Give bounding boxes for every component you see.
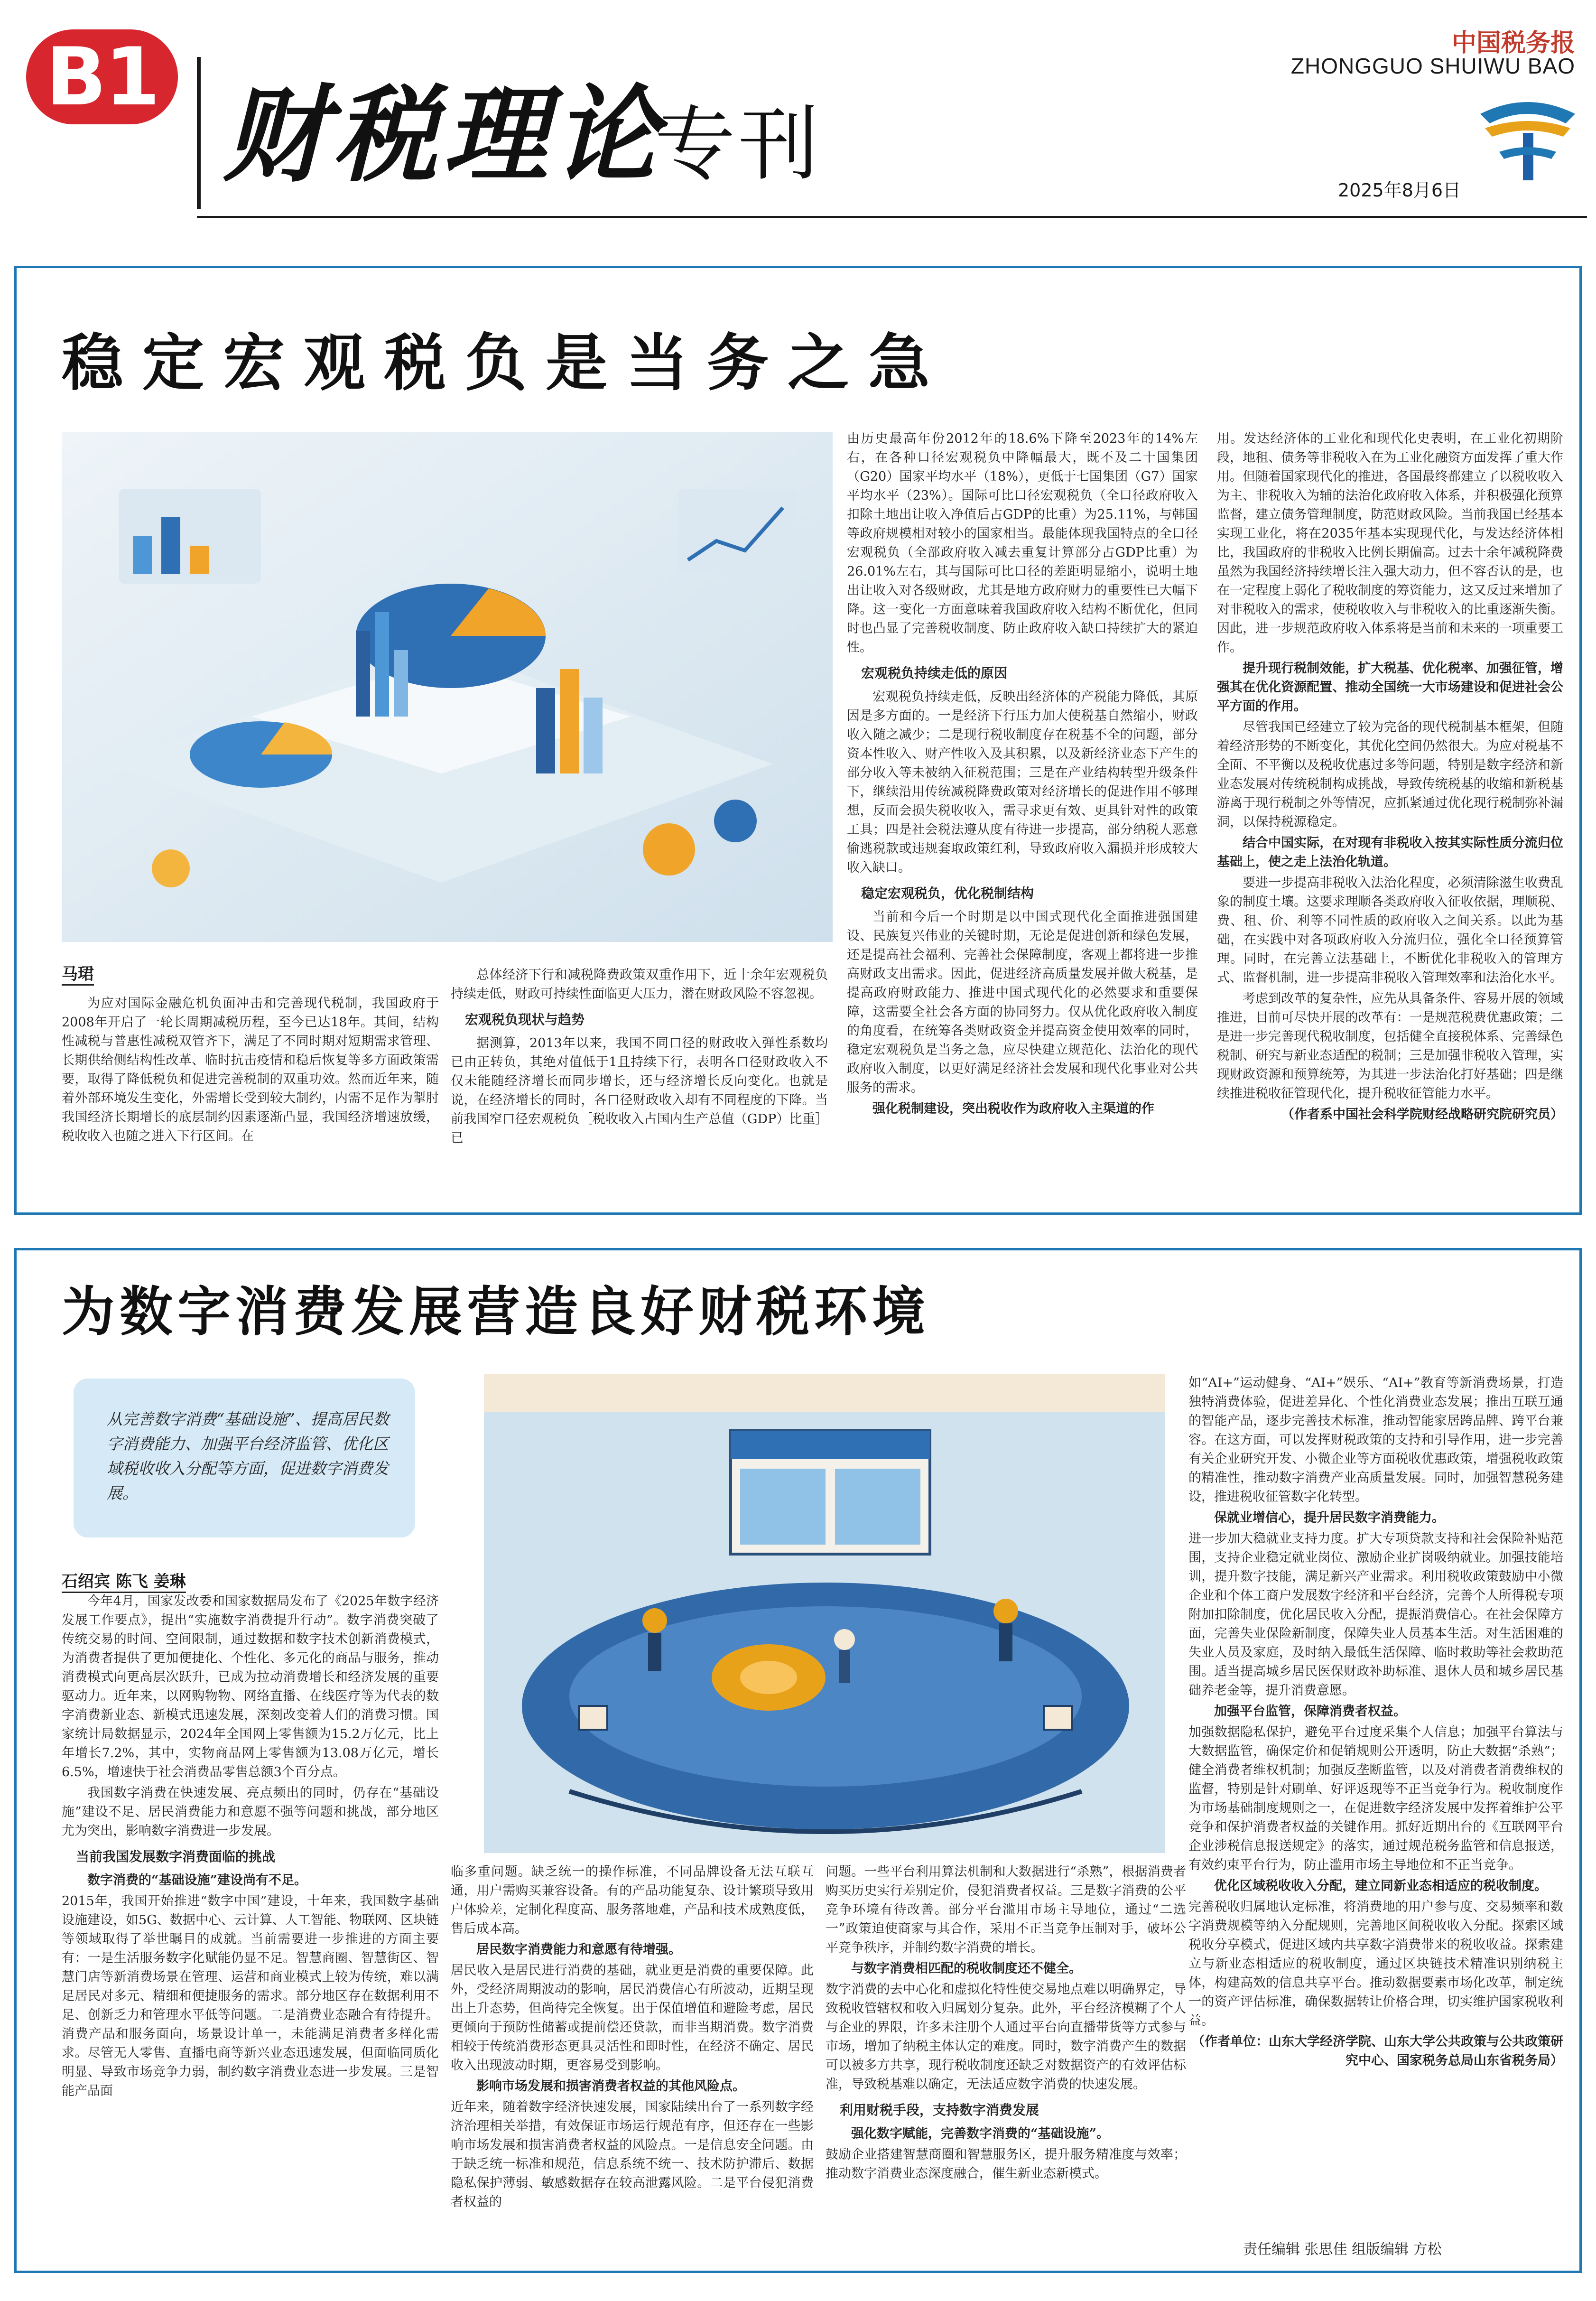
article1-title: 稳定宏观税负是当务之急 bbox=[62, 327, 949, 399]
section-subtitle: 专刊 bbox=[655, 98, 822, 192]
article2-paragraph: 今年4月，国家发改委和国家数据局发布了《2025年数字经济发展工作要点》，提出“实施数字消费提升行动”。数字消费突破了传统交易的时间、空间限制，通过数据和数字技术创新消费模式，为消费者提供了更加便捷化、个性化、多元化的商品与服务，推动消费模式向更高层次跃升，已成为拉动消费增长和经济发展的重要驱动力。近年来，以网购物物、网络直播、在线医疗等为代表的数字消费新业态、新模式迅速发展，深刻改变着人们的消费习惯。国家统计局数据显示，2024年全国网上零售额为15.2万亿元，比上年增长7.2%，其中，实物商品网上零售额为13.08万亿元，增长6.5%，增速快于社会消费品零售总额3个百分点。 bbox=[62, 1594, 439, 1779]
article1-paragraph: 宏观税负持续走低，反映出经济体的产税能力降低，其原因是多方面的。一是经济下行压力加大使税基自然缩小，财政收入随之减少；二是现行税收制度存在税基不全的问题，部分资本性收入、财产性收入及其积累，以及新经济业态下产生的部分收入等未被纳入征税范围；三是在产业结构转型升级条件下，继续沿用传统减税降费政策对经济增长的促进作用不够理想，反而会损失税收收入，需寻求更有效、更具针对性的政策工具；四是社会税法遵从度有待进一步提高，部分纳税人恶意偷逃税款或违规套取政策红利，导致政府收入漏损并形成较大收入缺口。 bbox=[847, 689, 1198, 875]
article2-column-4 bbox=[1188, 1374, 1563, 2228]
page-badge: B1 bbox=[26, 29, 178, 124]
article2-paragraph: 加强数据隐私保护，避免平台过度采集个人信息；加强平台算法与大数据监管，确保定价和促销规则公开透明，防止大数据“杀熟”；健全消费者维权机制；加强反垄断监管，以及对消费者消费维权的监督，特别是针对刷单、好评返现等不正当竞争行为。税收制度作为市场基础制度规则之一，在促进数字经济发展中发挥着维护公平竞争和保护消费者权益的关键作用。抓好近期出台的《互联网平台企业涉税信息报送规定》的落实，通过规范税务监管和信息报送，有效约束平台行为，防止滥用市场主导地位和不正当竞争。 bbox=[1188, 1725, 1563, 1872]
article1-paragraph: 当前和今后一个时期是以中国式现代化全面推进强国建设、民族复兴伟业的关键时期，无论是促进创新和绿色发展，还是提高社会福利、完善社会保障制度，客观上都将进一步推高财政支出需求。因此，促进经济高质量发展并做大税基，是提高政府财政能力、推进中国式现代化的必然要求和重要保障，这需要全社会各方面的协同努力。仅从优化政府收入制度的角度看，在统筹各类财政资金并提高资金使用效率的同时，稳定宏观税负是当务之急，应尽快建立规范化、法治化的现代政府收入制度，以更好满足经济社会发展和现代化事业对公共服务的需求。 bbox=[847, 910, 1198, 1095]
article2-column-2 bbox=[451, 1863, 814, 2256]
article1-column-2 bbox=[451, 966, 828, 1203]
article1-lead-sentence: 强化税制建设，突出税收作为政府收入主渠道的作 bbox=[872, 1101, 1154, 1116]
article2-lead-sentence: 保就业增信心，提升居民数字消费能力。 bbox=[1214, 1510, 1445, 1525]
article2-subheading: 利用财税手段，支持数字消费发展 bbox=[840, 2102, 1039, 2118]
article2-paragraph: 如“AI+”运动健身、“AI+”娱乐、“AI+”教育等新消费场景，打造独特消费体验，促进差异化、个性化消费业态发展；推出互联互通的智能产品，逐步完善技术标准，推动智能家居跨品牌、跨平台兼容。在这方面，可以发挥财税政策的支持和引导作用，进一步完善有关企业研究开发、小微企业等方面税收优惠政策，增强税收政策的精准性，推动数字消费产业高质量发展。同时，加强智慧税务建设，推进税收征管数字化转型。 bbox=[1188, 1376, 1563, 1504]
article2-lead-sentence: 居民数字消费能力和意愿有待增强。 bbox=[476, 1942, 681, 1957]
article1-subheading: 宏观税负现状与趋势 bbox=[465, 1012, 585, 1027]
article2-paragraph: 居民收入是居民进行消费的基础，就业更是消费的重要保障。此外，受经济周期波动的影响，居民消费信心有所波动，近期呈现出上升态势，但尚待完全恢复。出于保值增值和避险考虑，居民更倾向于预防性储蓄或提前偿还贷款，而非当期消费。数字消费相较于传统消费形态更具灵活性和即时性，在经济不确定、居民收入出现波动时期，更容易受到影响。 bbox=[451, 1963, 814, 2073]
article2-author-note: （作者单位：山东大学经济学院、山东大学公共政策与公共政策研究中心、国家税务总局山东省税务局） bbox=[1192, 2034, 1563, 2068]
article2-lead-sentence: 影响市场发展和损害消费者权益的其他风险点。 bbox=[476, 2079, 745, 2094]
masthead-divider bbox=[197, 57, 201, 209]
article2-paragraph: 近年来，随着数字经济快速发展，国家陆续出台了一系列数字经济治理相关举措，有效保证市场运行规范有序，但还存在一些影响市场发展和损害消费者权益的风险点。一是信息安全问题。由于缺乏统一标准和规范，信息系统不统一、技术防护滞后、数据隐私保护薄弱、敏感数据存在较高泄露风险。二是平台侵犯消费者权益的 bbox=[451, 2100, 814, 2209]
article1-column-1 bbox=[62, 994, 439, 1203]
article2-summary: 从完善数字消费“基础设施”、提高居民数字消费能力、加强平台经济监管、优化区域税收收入分配等方面，促进数字消费发展。 bbox=[74, 1379, 415, 1537]
article2-title: 为数字消费发展营造良好财税环境 bbox=[62, 1281, 930, 1343]
article1-column-3 bbox=[847, 429, 1198, 1203]
article-digital-consumption bbox=[14, 1248, 1582, 2273]
article2-paragraph: 数字消费的去中心化和虚拟化特性使交易地点难以明确界定，导致税收管辖权和收入归属划分复杂。此外，平台经济模糊了个人与企业的界限，许多未注册个人通过平台向直播带货等方式参与市场，增加了纳税主体认定的难度。同时，数字消费产生的数据可以被多方共享，现行税收制度还缺乏对数据资产的有效评估标准，导致税基难以确定，无法适应数字消费的快速发展。 bbox=[826, 1982, 1186, 2092]
article-macro-tax-burden bbox=[14, 266, 1582, 1215]
paper-pinyin: ZHONGGUO SHUIWU BAO bbox=[1290, 54, 1575, 78]
article1-paragraph: 用。发达经济体的工业化和现代化史表明，在工业化初期阶段，地租、债务等非税收入在为工业化融资方面发挥了重大作用。但随着国家现代化的推进，各国最终都建立了以税收收入为主、非税收入为辅的法治化政府收入体系，并积极强化预算监督，建立债务管理制度，防范财政风险。当前我国已经基本实现工业化，将在2035年基本实现现代化，与发达经济体相比，我国政府的非税收入比例长期偏高。过去十余年减税降费虽然为我国经济持续增长注入强大动力，但不容否认的是，也在一定程度上弱化了税收制度的筹资能力，这又反过来增加了对非税收入的需求，使税收收入与非税收入的比重逐渐失衡。因此，进一步规范政府收入体系将是当前和未来的一项重要工作。 bbox=[1217, 431, 1563, 655]
editor-credits: 责任编辑 张思佳 组版编辑 方松 bbox=[1243, 2241, 1442, 2258]
article2-authors: 石绍宾 陈飞 姜琳 bbox=[62, 1568, 186, 1593]
article2-illustration bbox=[484, 1374, 1165, 1853]
article2-lead-sentence: 优化区域税收收入分配，建立同新业态相适应的税收制度。 bbox=[1214, 1879, 1547, 1893]
article2-subheading: 当前我国发展数字消费面临的挑战 bbox=[76, 1849, 276, 1864]
article1-paragraph: 由历史最高年份2012年的18.6%下降至2023年的14%左右，在各种口径宏观税负中降幅最大，既不及二十国集团（G20）国家平均水平（18%），更低于七国集团（G7）国家平均水平（23%）。国际可比口径宏观税负（全口径政府收入扣除土地出让收入净值后占GDP的比重）为25.11%，与韩国等政府规模相对较小的国家相当。最能体现我国特点的全口径宏观税负（全部政府收入减去重复计算部分占GDP比重）为26.01%左右，其与国际可比口径的差距明显缩小，说明土地出让收入对各级财政，尤其是地方政府财力的重要性已大幅下降。这一变化一方面意味着我国政府收入结构不断优化，但同时也凸显了完善税收制度、防止政府收入缺口持续扩大的紧迫性。 bbox=[847, 431, 1198, 655]
article1-paragraph: 总体经济下行和减税降费政策双重作用下，近十余年宏观税负持续走低，财政可持续性面临更大压力，潜在财政风险不容忽视。 bbox=[451, 968, 828, 1001]
article2-lead-sentence: 加强平台监管，保障消费者权益。 bbox=[1214, 1704, 1406, 1719]
article1-author-note: （作者系中国社会科学院财经战略研究院研究员） bbox=[1281, 1107, 1563, 1122]
article1-lead-sentence: 提升现行税制效能，扩大税基、优化税率、加强征管，增强其在优化资源配置、推动全国统一大市场建设和促进社会公平方面的作用。 bbox=[1217, 661, 1563, 714]
article2-paragraph: 临多重问题。缺乏统一的操作标准，不同品牌设备无法互联互通，用户需购买兼容设备。有的产品功能复杂、设计繁琐导致用户体验差，定制化程度高、服务落地难，产品和技术成熟度低，售后成本高。 bbox=[451, 1864, 814, 1936]
article1-illustration bbox=[62, 432, 833, 942]
article1-lead-sentence: 结合中国实际，在对现有非税收入按其实际性质分流归位基础上，使之走上法治化轨道。 bbox=[1217, 836, 1563, 869]
masthead-rule bbox=[197, 216, 1587, 218]
article2-lead-sentence: 与数字消费相匹配的税收制度还不健全。 bbox=[851, 1961, 1082, 1976]
article2-column-1 bbox=[62, 1592, 439, 2256]
article2-paragraph: 鼓励企业搭建智慧商圈和智慧服务区，提升服务精准度与效率；推动数字消费业态深度融合，催生新业态新模式。 bbox=[826, 2147, 1186, 2181]
article1-paragraph: 要进一步提高非税收入法治化程度，必须清除滋生收费乱象的制度土壤。这要求理顺各类政府收入征收依据，理顺税、费、租、价、利等不同性质的政府收入之间关系。以此为基础，在实践中对各项政府收入分流归位，强化全口径预算管理。同时，在完善立法基础上，不断优化非税收入的管理方式、监督机制，进一步提高非税收入管理效率和法治化水平。 bbox=[1217, 876, 1563, 985]
article2-lead-sentence: 强化数字赋能，完善数字消费的“基础设施”。 bbox=[851, 2126, 1110, 2141]
article2-lead-sentence: 数字消费的“基础设施”建设尚有不足。 bbox=[87, 1873, 307, 1888]
article2-paragraph: 问题。一些平台利用算法机制和大数据进行“杀熟”，根据消费者购买历史实行差别定价，侵犯消费者权益。三是数字消费的公平竞争环境有待改善。部分平台滥用市场主导地位，通过“二选一”政策迫使商家与其合作，采用不正当竞争压制对手，破坏公平竞争秩序，并制约数字消费的增长。 bbox=[826, 1864, 1186, 1955]
article1-author: 马珺 bbox=[62, 961, 94, 986]
article1-paragraph: 考虑到改革的复杂性，应先从具备条件、容易开展的领域推进，目前可尽快开展的改革有：一是规范税费优惠政策；二是进一步完善现代税收制度，包括健全直接税体系、完善绿色税制、研究与新业态适配的税制；三是加强非税收入管理，实现财政资源和预算统筹，为其进一步法治化打好基础；四是继续推进税收征管现代化，提升税收征管能力水平。 bbox=[1217, 991, 1563, 1101]
logo-icon bbox=[1471, 95, 1585, 190]
article1-paragraph: 尽管我国已经建立了较为完备的现代税制基本框架，但随着经济形势的不断变化，其优化空间仍然很大。为应对税基不全面、不平衡以及税收优惠过多等问题，特别是数字经济和新业态发展对传统税制构成挑战，导致传统税基的收缩和新税基游离于现行税制之外等情况，应抓紧通过优化现行税制弥补漏洞，以保持税源稳定。 bbox=[1217, 720, 1563, 829]
article1-subheading: 宏观税负持续走低的原因 bbox=[861, 665, 1008, 681]
article2-paragraph: 2015年，我国开始推进“数字中国”建设，十年来，我国数字基础设施建设，如5G、数据中心、云计算、人工智能、物联网、区块链等领域取得了举世瞩目的成就。当前需要进一步推进的方面主要有：一是生活服务数字化赋能仍显不足。智慧商圈、智慧街区、智慧门店等新消费场景在管理、运营和商业模式上较为传统，难以满足居民对多元、精细和便捷服务的需求。部分地区存在数据利用不足、创新乏力和管理水平低等问题。二是消费业态融合有待提升。消费产品和服务面向，场景设计单一，未能满足消费者多样化需求。尽管无人零售、直播电商等新兴业态迅速发展，但面临同质化明显、导致市场竞争力弱，制约数字消费业态进一步发展。三是智能产品面 bbox=[62, 1894, 439, 2098]
paper-name: 中国税务报 bbox=[1451, 29, 1575, 57]
article2-paragraph: 进一步加大稳就业支持力度。扩大专项贷款支持和社会保险补贴范围，支持企业稳定就业岗位、激励企业扩岗吸纳就业。加强技能培训，提升数字技能，满足新兴产业需求。利用税收政策鼓励中小微企业和个体工商户发展数字经济和平台经济，完善个人所得税专项附加扣除制度，优化居民收入分配，提振消费信心。在社会保障方面，完善失业保险新制度，保障失业人员基本生活。对生活困难的失业人员及家庭，及时纳入最低生活保障、临时救助等社会救助范围。适当提高城乡居民医保财政补助标准、退休人员和城乡居民基础养老金等，提升消费意愿。 bbox=[1188, 1531, 1563, 1698]
section-title: 财税理论 bbox=[223, 75, 664, 196]
article2-paragraph: 完善税收归属地认定标准，将消费地的用户参与度、交易频率和数字消费规模等纳入分配规则，完善地区间税收收入分配。探索区域税收分享模式，促进区域内共享数字消费带来的税收收益。探索建立与新业态相适应的税收制度，通过区块链技术精准识别纳税主体，构建高效的信息共享平台。推动数据要素市场化改革，制定统一的资产评估标准，确保数据转让价格合理，切实维护国家税收利益。 bbox=[1188, 1900, 1563, 2028]
article1-paragraph: 据测算，2013年以来，我国不同口径的财政收入弹性系数均已由正转负，其绝对值低于1且持续下行，表明各口径财政收入不仅未能随经济增长而同步增长，还与经济增长反向变化。也就是说，在经济增长的同时，各口径财政收入却有不同程度的下降。当前我国窄口径宏观税负［税收收入占国内生产总值（GDP）比重］已 bbox=[451, 1036, 828, 1146]
article1-paragraph: 为应对国际金融危机负面冲击和完善现代税制，我国政府于2008年开启了一轮长周期减税历程，至今已达18年。其间，结构性减税与普惠性减税双管齐下，满足了不同时期对短期需求管理、长期供给侧结构性改革、临时抗击疫情和稳后恢复等多方面政策需要，取得了降低税负和促进完善税制的双重功效。然而近年来，随着外部环境发生变化，外需增长受到较大制约，内需不足作为掣肘我国经济长期增长的底层制约因素逐渐凸显，我国经济增速放缓，税收收入也随之进入下行区间。在 bbox=[62, 996, 439, 1144]
publication-date: 2025年8月6日 bbox=[1338, 180, 1461, 201]
article1-subheading: 稳定宏观税负，优化税制结构 bbox=[861, 885, 1034, 901]
masthead bbox=[0, 0, 1596, 247]
article1-column-4 bbox=[1217, 429, 1563, 1203]
article2-column-3 bbox=[826, 1863, 1186, 2256]
article2-paragraph: 我国数字消费在快速发展、亮点频出的同时，仍存在“基础设施”建设不足、居民消费能力和意愿不强等问题和挑战，部分地区尤为突出，影响数字消费进一步发展。 bbox=[62, 1786, 439, 1838]
